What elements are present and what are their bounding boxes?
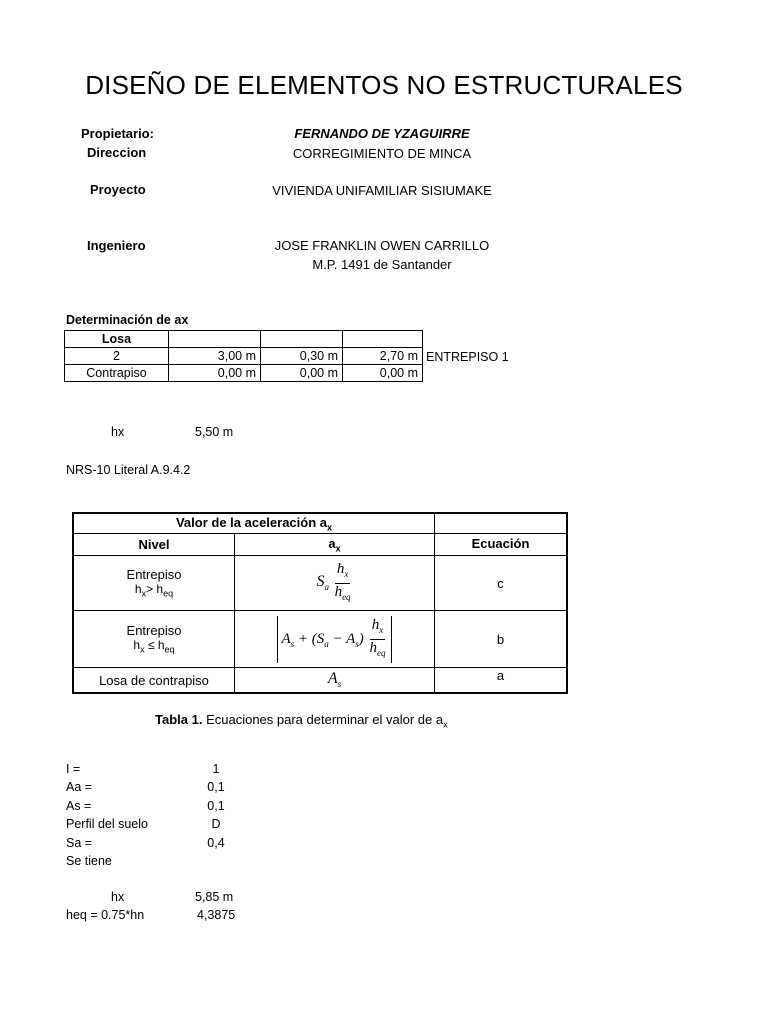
table-cell: 2	[65, 348, 169, 365]
table-row	[65, 331, 423, 348]
ax-table	[64, 330, 423, 382]
table-row	[65, 348, 423, 365]
ingeniero-value: JOSE FRANKLIN OWEN CARRILLO	[274, 238, 490, 253]
table-cell	[261, 331, 343, 348]
ax-heading: Determinación de ax	[66, 313, 189, 327]
proyecto-value: VIVIENDA UNIFAMILIAR SISIUMAKE	[272, 183, 492, 198]
table-cell	[169, 331, 261, 348]
equation-c: c	[435, 556, 568, 611]
final-hx-value: 5,85 m	[195, 890, 234, 904]
formula-b: $A_s + (S_a - A_s)$ $\frac{h_x}{h_{eq}}$	[235, 611, 435, 668]
table-row	[73, 513, 567, 534]
col-header-ecuacion: Ecuación	[435, 534, 568, 556]
final-hx-label: hx	[111, 890, 125, 904]
equation-table-title: Valor de la aceleración $a_x$	[73, 513, 435, 534]
propietario-label: Propietario:	[81, 126, 154, 141]
nivel-entrepiso-le: Entrepiso $h_x \le h_{eq}$	[73, 611, 235, 668]
col-header-ax: $a_x$	[235, 534, 435, 556]
table-row	[73, 534, 567, 556]
page-title: DISEÑO DE ELEMENTOS NO ESTRUCTURALES	[85, 70, 683, 100]
param-label: As =	[66, 798, 92, 813]
table-cell: 3,00 m	[169, 348, 261, 365]
param-labels	[66, 760, 148, 870]
ingeniero-label: Ingeniero	[87, 238, 146, 253]
param-label: I =	[66, 762, 81, 776]
heq-label: heq = 0.75*hn	[66, 908, 145, 922]
equation-a: a	[435, 668, 568, 694]
param-value: D	[211, 817, 221, 832]
hx-value: 5,50 m	[195, 425, 234, 439]
nivel-losa-contrapiso: Losa de contrapiso	[73, 668, 235, 694]
direccion-value: CORREGIMIENTO DE MINCA	[292, 146, 472, 161]
table-cell: Losa	[65, 331, 169, 348]
param-value: 0,4	[207, 835, 225, 850]
table-cell: 0,00 m	[343, 365, 423, 382]
entrepiso-note: ENTREPISO 1	[426, 350, 509, 364]
direccion-label: Direccion	[87, 145, 147, 160]
equation-table	[72, 512, 568, 694]
nsr-reference: NRS-10 Literal A.9.4.2	[66, 463, 191, 477]
proyecto-label: Proyecto	[90, 182, 146, 197]
param-label: Sa =	[66, 835, 93, 850]
nivel-entrepiso-gt: Entrepiso $h_x> h_{eq}$	[73, 556, 235, 611]
formula-a: $A_s$	[235, 668, 435, 694]
table-cell: 0,00 m	[261, 365, 343, 382]
hx-label: hx	[111, 425, 125, 439]
table-cell: 0,00 m	[169, 365, 261, 382]
heq-value: 4,3875	[197, 908, 236, 922]
table-cell	[343, 331, 423, 348]
param-label: Aa =	[66, 780, 93, 795]
formula-c: $S_a$ $\frac{h_x}{h_{eq}}$	[235, 556, 435, 611]
matricula-value: M.P. 1491 de Santander	[312, 257, 452, 272]
table-cell: 2,70 m	[343, 348, 423, 365]
param-value: 1	[212, 762, 220, 776]
table-caption: Tabla 1. Ecuaciones para determinar el valor de $a_x$	[155, 712, 448, 730]
table-cell: Contrapiso	[65, 365, 169, 382]
table-row	[73, 668, 567, 694]
equation-b: b	[435, 611, 568, 668]
propietario-value: FERNANDO DE YZAGUIRRE	[294, 126, 470, 141]
param-label: Se tiene	[66, 854, 112, 869]
param-value: 0,1	[207, 798, 225, 813]
table-cell: 0,30 m	[261, 348, 343, 365]
param-values	[186, 760, 246, 852]
param-value: 0,1	[207, 780, 225, 795]
col-header-nivel: Nivel	[73, 534, 235, 556]
table-row	[73, 611, 567, 668]
param-label: Perfil del suelo	[66, 817, 148, 832]
table-row	[73, 556, 567, 611]
table-row	[65, 365, 423, 382]
